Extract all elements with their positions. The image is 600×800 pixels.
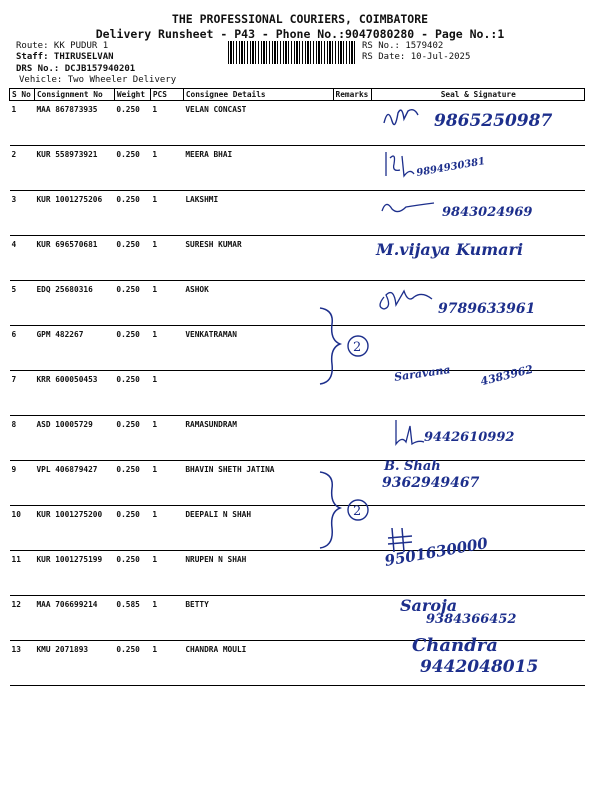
signature-scribble [380,103,424,133]
consignment-no: VPL 406879427 [34,461,114,506]
pcs: 1 [150,146,183,191]
table-row [10,416,585,461]
pcs: 1 [150,236,183,281]
consignment-no: KUR 696570681 [34,236,114,281]
consignee: DEEPALI N SHAH [183,506,333,551]
runsheet-table [9,88,585,686]
handwritten-phone: 4383962 [479,362,535,389]
consignment-no: MAA 706699214 [34,596,114,641]
sno: 9 [10,461,35,506]
consignee: BETTY [183,596,333,641]
sno: 5 [10,281,35,326]
remarks [333,416,372,461]
table-row [10,236,585,281]
signature-cell [372,281,585,326]
handwritten-phone: 9442610992 [423,430,515,445]
group-brace [318,304,376,386]
consignment-no: EDQ 25680316 [34,281,114,326]
weight: 0.250 [114,191,150,236]
weight: 0.250 [114,641,150,686]
consignment-no: KUR 1001275200 [34,506,114,551]
remarks [333,191,372,236]
group-brace [318,468,376,550]
table-row [10,596,585,641]
table-row [10,191,585,236]
weight: 0.250 [114,101,150,146]
handwritten-name: B. Shah [383,459,441,474]
signature-cell [372,362,585,416]
signature-scribble [374,283,434,313]
consignee: LAKSHMI [183,191,333,236]
consignment-no: GPM 482267 [34,326,114,371]
consignee: RAMASUNDRAM [183,416,333,461]
weight: 0.250 [114,281,150,326]
consignee: BHAVIN SHETH JATINA [183,461,333,506]
consignee: NRUPEN N SHAH [183,551,333,596]
handwritten-name: M.vijaya Kumari [375,240,524,259]
table-row [10,461,585,506]
weight: 0.250 [114,461,150,506]
consignee: SURESH KUMAR [183,236,333,281]
consignment-no: KUR 1001275206 [34,191,114,236]
pcs: 1 [150,416,183,461]
company-title: THE PROFESSIONAL COURIERS, COIMBATORE [171,12,429,26]
pcs: 1 [150,506,183,551]
remarks [333,101,372,146]
weight: 0.250 [114,146,150,191]
signature-cell [372,416,585,461]
vehicle: Vehicle: Two Wheeler Delivery [19,75,177,85]
weight: 0.250 [114,326,150,371]
brace-count: 2 [353,340,362,355]
consignee [183,371,333,416]
signature-cell [372,326,585,371]
sno: 2 [10,146,35,191]
table-row [10,281,585,326]
rs-number: RS No.: 1579402 [362,41,444,51]
pcs: 1 [150,281,183,326]
pcs: 1 [150,326,183,371]
sno: 13 [10,641,35,686]
drs-number: DRS No.: DCJB157940201 [16,64,136,74]
handwritten-phone: 9362949467 [381,475,480,491]
signature-scribble [378,197,438,219]
sno: 6 [10,326,35,371]
handwritten-phone: 9384366452 [425,612,517,627]
brace-curve [320,472,340,548]
weight: 0.250 [114,371,150,416]
consignment-no: MAA 867873935 [34,101,114,146]
consignee: VELAN CONCAST [183,101,333,146]
signature-cell [372,101,585,146]
runsheet-title: Delivery Runsheet - P43 - Phone No.:9047080280 - Page No.:1 [95,27,505,41]
signature-scribble [380,148,420,180]
pcs: 1 [150,191,183,236]
weight: 0.250 [114,506,150,551]
table-row [10,506,585,551]
col-consignee: Consignee Details [183,89,333,101]
signature-scribble [388,416,428,448]
signature-cell [372,534,585,596]
staff: Staff: THIRUSELVAN [16,52,114,62]
table-row [10,371,585,416]
signature-cell [372,596,585,641]
handwritten-phone: 9501630000 [383,534,490,570]
brace-curve [320,308,340,384]
barcode [228,41,356,64]
sno: 3 [10,191,35,236]
sno: 4 [10,236,35,281]
consignment-no: KMU 2071893 [34,641,114,686]
handwritten-name: Saroja [399,596,458,615]
consignee: CHANDRA MOULI [183,641,333,686]
sno: 1 [10,101,35,146]
col-consignment: Consignment No [34,89,114,101]
brace-count: 2 [353,504,362,519]
remarks [333,236,372,281]
pcs: 1 [150,596,183,641]
signature-cell [372,236,585,281]
table-row [10,146,585,191]
rs-date: RS Date: 10-Jul-2025 [362,52,471,62]
col-pcs: PCS [150,89,183,101]
col-weight: Weight [114,89,150,101]
sno: 12 [10,596,35,641]
consignment-no: KUR 1001275199 [34,551,114,596]
handwritten-name: Saravana [393,363,452,384]
table-row [10,551,585,596]
pcs: 1 [150,101,183,146]
consignment-no: ASD 10005729 [34,416,114,461]
sno: 8 [10,416,35,461]
signature-cell [372,146,585,191]
col-signature: Seal & Signature [372,89,585,101]
pcs: 1 [150,641,183,686]
weight: 0.250 [114,416,150,461]
handwritten-phone: 9789633961 [437,301,536,317]
weight: 0.250 [114,236,150,281]
weight: 0.585 [114,596,150,641]
col-remarks: Remarks [333,89,372,101]
handwritten-name: Chandra [411,635,498,656]
consignee: MEERA BHAI [183,146,333,191]
handwritten-phone: 9894930381 [415,156,487,179]
table-row [10,326,585,371]
sno: 11 [10,551,35,596]
table-row [10,641,585,686]
weight: 0.250 [114,551,150,596]
remarks [333,641,372,686]
pcs: 1 [150,371,183,416]
col-sno: S No [10,89,35,101]
table-header-row [10,89,585,101]
sno: 10 [10,506,35,551]
table-row [10,101,585,146]
remarks [333,596,372,641]
handwritten-phone: 9865250987 [433,111,553,131]
consignee: ASHOK [183,281,333,326]
route: Route: KK PUDUR 1 [16,41,109,51]
sno: 7 [10,371,35,416]
handwritten-phone: 9843024969 [441,205,533,220]
signature-cell [372,461,585,506]
signature-cell [372,635,585,686]
pcs: 1 [150,551,183,596]
remarks [333,551,372,596]
consignment-no: KUR 558973921 [34,146,114,191]
consignment-no: KRR 600050453 [34,371,114,416]
signature-cell [372,191,585,236]
consignee: VENKATRAMAN [183,326,333,371]
pcs: 1 [150,461,183,506]
remarks [333,146,372,191]
handwritten-phone: 9442048015 [419,657,539,677]
